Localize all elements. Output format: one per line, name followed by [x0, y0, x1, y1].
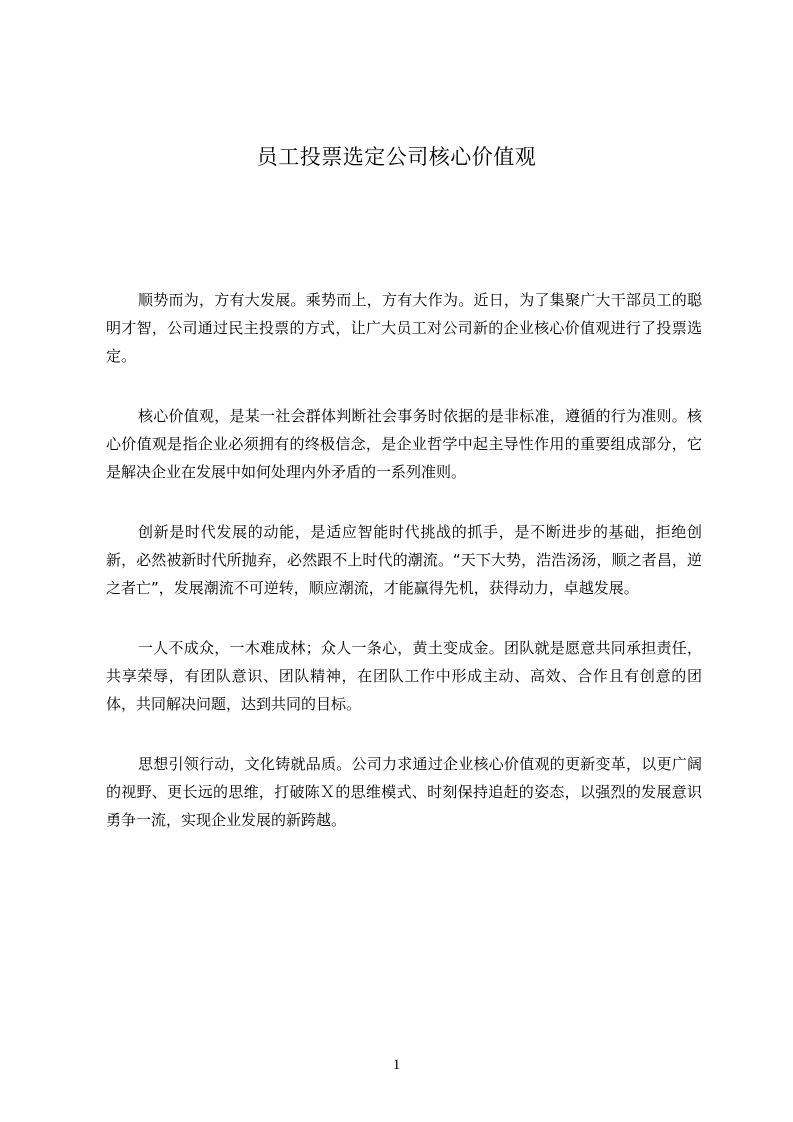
page-title: 员工投票选定公司核心价值观 [256, 145, 537, 169]
page-number: 1 [392, 1057, 401, 1073]
paragraph-intro: 顺势而为，方有大发展。乘势而上，方有大作为。近日，为了集聚广大干部员工的聪明才智，公司通过民主投票的方式，让广大员工对公司新的企业核心价值观进行了投票选定。 [106, 291, 702, 365]
document-body [106, 286, 702, 866]
paragraph-innovation: 创新是时代发展的动能，是适应智能时代挑战的抓手，是不断进步的基础，拒绝创新，必然被新时代所抛弃，必然跟不上时代的潮流。“天下大势，浩浩汤汤，顺之者昌，逆之者亡”，发展潮流不可逆转，顺应潮流，才能赢得先机，获得动力，卓越发展。 [106, 523, 702, 597]
paragraph-teamwork: 一人不成众，一木难成林；众人一条心，黄土变成金。团队就是愿意共同承担责任，共享荣辱，有团队意识、团队精神，在团队工作中形成主动、高效、合作且有创意的团体，共同解决问题，达到共同的目标。 [106, 639, 702, 713]
paragraph-core-values-definition: 核心价值观，是某一社会群体判断社会事务时依据的是非标准，遵循的行为准则。核心价值观是指企业必须拥有的终极信念，是企业哲学中起主导性作用的重要组成部分，它是解决企业在发展中如何处理内外矛盾的一系列准则。 [106, 407, 702, 481]
paragraph-conclusion: 思想引领行动，文化铸就品质。公司力求通过企业核心价值观的更新变革，以更广阔的视野、更长远的思维，打破陈Ｘ的思维模式、时刻保持追赶的姿态，以强烈的发展意识勇争一流，实现企业发展的新跨越。 [106, 755, 702, 829]
